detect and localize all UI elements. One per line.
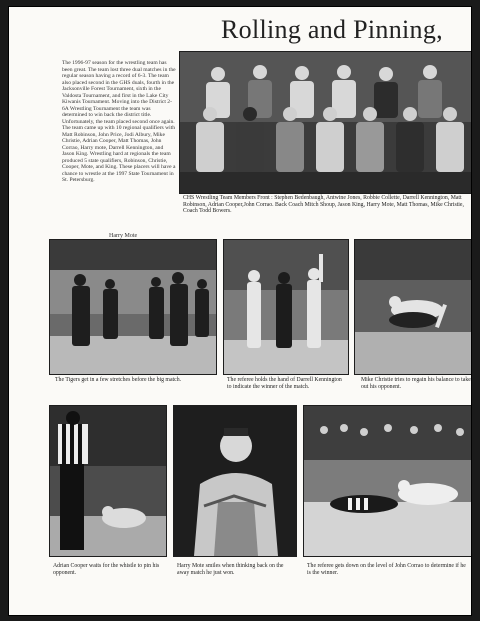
christie-caption: Mike Christie tries to regain his balance to take out his opponent.: [361, 377, 471, 390]
cooper-caption: Adrian Cooper waits for the whistle to pin his opponent.: [53, 563, 160, 576]
mote-photo: [173, 405, 297, 557]
team-caption: CHS Wrestling Team Members Front : Stephen Bedenbaugh, Antwine Jones, Robbie Collette, Darrell Kennington, Matt Robinson, Adrian Cooper,John Corrao. Back Coach Mitch Shoup, Jason King, Harry Mote, Matt Thomas, Mike Christie, Coach Todd Bowers.: [183, 195, 464, 215]
cooper-photo: [49, 405, 167, 557]
corrao-photo: [303, 405, 472, 557]
mote-caption: Harry Mote smiles when thinking back on the away match he just won.: [177, 563, 284, 576]
stretch-caption: The Tigers get in a few stretches before the big match.: [55, 377, 182, 383]
referee-hand-caption: The referee holds the hand of Darrell Kennington to indicate the winner of the match.: [227, 377, 342, 390]
corrao-caption: The referee gets down on the level of John Corrao to determine if he is the winner.: [307, 563, 466, 576]
christie-photo: [354, 239, 472, 375]
story-text: The 1996-97 season for the wrestling team has been great. The team lost three dual matches in the regular season having a record of 6-3. The team also placed second in the GHS duals, fourth in the Jacksonville Forest Tournament, sixth in the Valdosta Tournament, and first in the Lake City Kiwanis Tournament. Moving into the District 2-6A Wrestling Tournament the team was determined to win back the district title. Unfortunately, the team placed second once again. The team came up with 10 regional qualifiers with Matt Robinson, John Price, Jodi Albury, Mike Christie, Adrian Cooper, Matt Thomas, John Corrao, Harry mote, Darrell Kennington, and Jason King. Wrestling hard at regionals the team produced 5 state qualifiers, Robinson, Christie, Cooper, Mote, and King. These placers will have a chance to wrestle at the 1997 State Tournament in St. Petersburg.: [62, 60, 176, 183]
story-byline: Harry Mote: [109, 233, 138, 239]
page-title: Rolling and Pinning,: [221, 15, 443, 44]
yearbook-page: [8, 6, 472, 616]
stretch-photo: [49, 239, 217, 375]
team-photo: [179, 51, 472, 194]
referee-hand-photo: [223, 239, 349, 375]
